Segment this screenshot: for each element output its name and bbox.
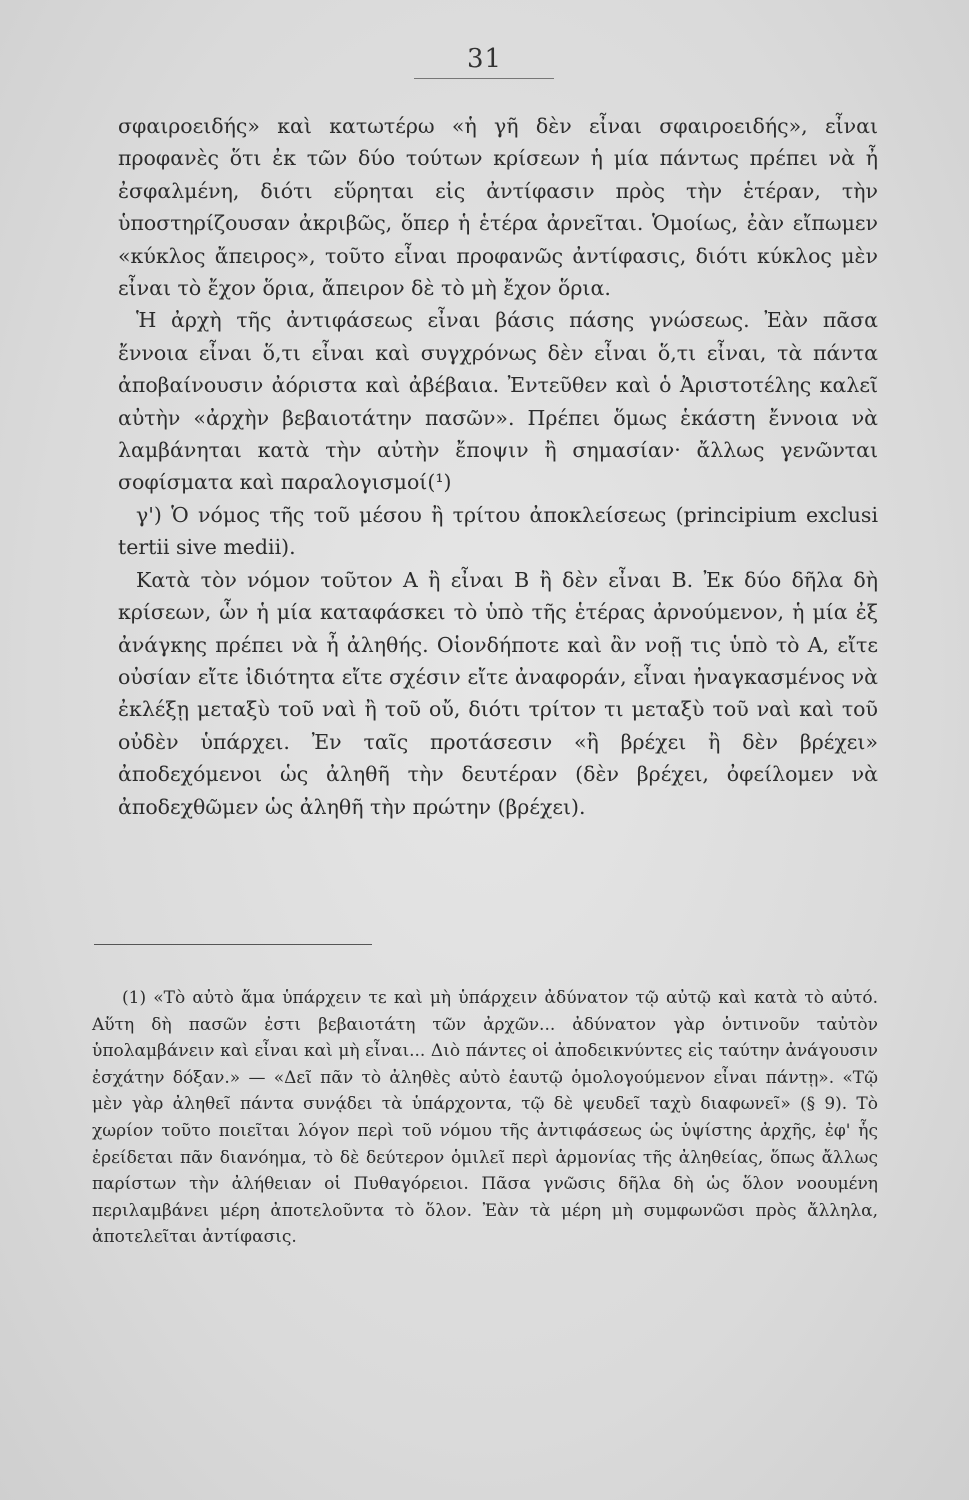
page-number: 31 <box>466 44 503 74</box>
footnote-reference[interactable]: (¹) <box>427 470 452 495</box>
footnote-text: (1) «Τὸ αὐτὸ ἅμα ὑπάρχειν τε καὶ μὴ ὑπάρχειν ἀδύνατον τῷ αὐτῷ καὶ κατὰ τὸ αὐτό. Αὕτη δὴ πασῶν ἐστι βεβαιοτάτη τῶν ἀρχῶν... ἀδύνατον γὰρ ὁντινοῦν ταὐτὸν ὑπολαμβάνειν καὶ εἶναι καὶ μὴ εἶναι... Διὸ πάντες οἱ ἀποδεικνύντες εἰς ταύτην ἀνάγουσιν ἐσχάτην δόξαν.» — «Δεῖ πᾶν τὸ ἀληθὲς αὐτὸ ἑαυτῷ ὁμολογούμενον εἶναι πάντῃ». «Τῷ μὲν γὰρ ἀληθεῖ πάντα συνᾴδει τὰ ὑπάρχοντα, τῷ δὲ ψευδεῖ ταχὺ διαφωνεῖ» (§ 9). Τὸ χωρίον τοῦτο ποιεῖται λόγον περὶ τοῦ νόμου τῆς ἀντιφάσεως ὡς ὑψίστης ἀρχῆς, ἐφ' ἧς ἐρείδεται πᾶν διανόημα, τὸ δὲ δεύτερον ὁμιλεῖ περὶ ἁρμονίας τῆς ἀληθείας, ὅπως ἄλλως παρίστων τὴν ἀλήθειαν οἱ Πυθαγόρειοι. Πᾶσα γνῶσις δῆλα δὴ ὡς ὅλον νοουμένη περιλαμβάνει μέρη ἀποτελοῦντα τὸ ὅλον. Ἐὰν τὰ μέρη μὴ συμφωνῶσι πρὸς ἄλληλα, ἀποτελεῖται ἀντίφασις. <box>92 988 878 1248</box>
footnote <box>92 985 878 1251</box>
header-rule <box>414 78 554 79</box>
paragraph-2 <box>118 304 878 498</box>
paragraph-2-text: Ἡ ἀρχὴ τῆς ἀντιφάσεως εἶναι βάσις πάσης γνώσεως. Ἐὰν πᾶσα ἔννοια εἶναι ὅ,τι εἶναι καὶ συγχρόνως δὲν εἶναι ὅ,τι εἶναι, τὰ πάντα ἀποβαίνουσιν ἀόριστα καὶ ἀβέβαια. Ἐντεῦθεν καὶ ὁ Ἀριστοτέλης καλεῖ αὐτὴν «ἀρχὴν βεβαιοτάτην πασῶν». Πρέπει ὅμως ἑκάστη ἔννοια νὰ λαμβάνηται κατὰ τὴν αὐτὴν ἔποψιν ἢ σημασίαν· ἄλλως γενῶνται σοφίσματα καὶ παραλογισμοί <box>118 308 878 495</box>
paragraph-3-heading: γ') Ὁ νόμος τῆς τοῦ μέσου ἢ τρίτου ἀποκλείσεως (principium exclusi tertii sive medii). <box>118 502 878 560</box>
paragraph-4: Κατὰ τὸν νόμον τοῦτον Α ἢ εἶναι Β ἢ δὲν εἶναι Β. Ἐκ δύο δῆλα δὴ κρίσεων, ὧν ἡ μία καταφάσκει τὸ ὑπὸ τῆς ἑτέρας ἀρνούμενον, ἡ μία ἐξ ἀνάγκης πρέπει νὰ ἦ ἀληθής. Οἱονδήποτε καὶ ἂν νοῇ τις ὑπὸ τὸ Α, εἴτε οὐσίαν εἴτε ἰδιότητα εἴτε σχέσιν εἴτε ἀναφοράν, εἶναι ἠναγκασμένος νὰ ἐκλέξῃ μεταξὺ τοῦ ναὶ ἢ τοῦ οὔ, διότι τρίτον τι μεταξὺ τοῦ ναὶ καὶ τοῦ οὐδὲν ὑπάρχει. Ἐν ταῖς προτάσεσιν «ἢ βρέχει ἢ δὲν βρέχει» ἀποδεχόμενοι ὡς ἀληθῆ τὴν δευτέραν (δὲν βρέχει, ὀφείλομεν νὰ ἀποδεχθῶμεν ὡς ἀληθῆ τὴν πρώτην (βρέχει). <box>118 567 878 819</box>
main-text <box>118 110 878 823</box>
footnote-rule <box>94 944 372 945</box>
paragraph-1: σφαιροειδής» καὶ κατωτέρω «ἡ γῆ δὲν εἶναι σφαιροειδής», εἶναι προφανὲς ὅτι ἐκ τῶν δύο τούτων κρίσεων ἡ μία πάντως πρέπει νὰ ἦ ἐσφαλμένη, διότι εὕρηται εἰς ἀντίφασιν πρὸς τὴν ἑτέραν, τὴν ὑποστηρίζουσαν ἀκριβῶς, ὅπερ ἡ ἑτέρα ἀρνεῖται. Ὁμοίως, ἐὰν εἴπωμεν «κύκλος ἄπειρος», τοῦτο εἶναι προφανῶς ἀντίφασις, διότι κύκλος μὲν εἶναι τὸ ἔχον ὅρια, ἄπειρον δὲ τὸ μὴ ἔχον ὅρια. <box>118 114 878 301</box>
